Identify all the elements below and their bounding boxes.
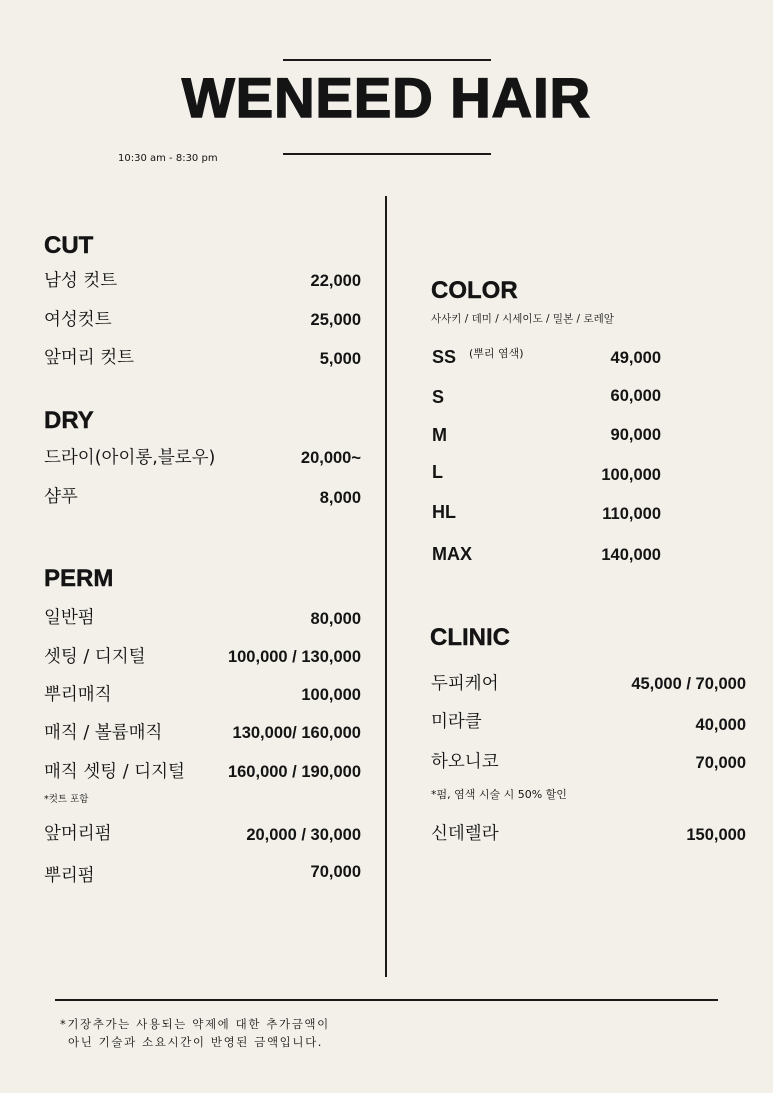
footer-rule	[55, 999, 718, 1001]
color-size-price: 90,000	[610, 426, 661, 444]
clinic-item-name: 미라클	[431, 712, 482, 732]
section-title-cut: CUT	[44, 232, 94, 259]
color-size-name: L	[432, 462, 443, 482]
clinic-discount-note: *펌, 염색 시술 시 50% 할인	[431, 788, 567, 801]
menu-item-name: 뿌리매직	[44, 685, 112, 705]
section-title-perm: PERM	[44, 565, 114, 592]
color-size-price: 110,000	[602, 505, 661, 523]
menu-item-price: 100,000	[301, 686, 361, 704]
perm-note: *컷트 포함	[44, 794, 89, 805]
footer-note-line-2: 아닌 기술과 소요시간이 반영된 금액입니다.	[68, 1035, 324, 1049]
color-size-price: 140,000	[601, 546, 661, 564]
menu-item-price: 22,000	[310, 272, 361, 290]
clinic-item-name: 하오니코	[431, 752, 499, 772]
color-size-price: 60,000	[610, 387, 661, 405]
color-size-name: HL	[432, 502, 456, 522]
menu-item-price: 160,000 / 190,000	[227, 763, 361, 781]
menu-item-price: 70,000	[310, 863, 361, 881]
color-size-name: S	[432, 387, 445, 407]
title-top-rule	[283, 59, 491, 61]
clinic-item-price: 150,000	[686, 826, 746, 844]
menu-item-price: 80,000	[310, 610, 361, 628]
color-size-name: SS	[432, 347, 457, 367]
business-hours: 10:30 am - 8:30 pm	[118, 153, 218, 164]
menu-item-price: 5,000	[319, 350, 361, 368]
clinic-item-price: 45,000 / 70,000	[631, 675, 746, 693]
color-size-price: 100,000	[601, 466, 661, 484]
clinic-item-name: 신데렐라	[431, 824, 499, 844]
menu-item-price: 20,000~	[300, 449, 361, 467]
color-brands: 사사키 / 데미 / 시세이도 / 밀본 / 로레알	[431, 313, 614, 325]
menu-item-name: 앞머리 컷트	[44, 348, 135, 368]
section-title-dry: DRY	[44, 407, 94, 434]
menu-item-price: 130,000/ 160,000	[232, 724, 361, 742]
menu-item-name: 남성 컷트	[44, 271, 118, 291]
footer-note-line-1: *기장추가는 사용되는 약제에 대한 추가금액이	[60, 1017, 330, 1031]
color-size-name: M	[432, 425, 447, 445]
clinic-item-price: 40,000	[695, 716, 746, 734]
menu-item-price: 100,000 / 130,000	[227, 648, 361, 666]
section-title-clinic: CLINIC	[430, 624, 510, 651]
menu-item-name: 드라이(아이롱,블로우)	[44, 448, 216, 468]
menu-item-name: 매직 / 볼륨매직	[44, 723, 163, 743]
color-size-price: 49,000	[610, 349, 661, 367]
menu-item-name: 앞머리펌	[44, 824, 112, 844]
menu-item-name: 뿌리펌	[44, 866, 95, 886]
salon-title: WENEED HAIR	[181, 66, 592, 129]
column-divider	[385, 196, 387, 977]
clinic-item-price: 70,000	[695, 754, 746, 772]
section-title-color: COLOR	[431, 277, 518, 304]
menu-item-price: 8,000	[319, 489, 361, 507]
menu-item-name: 일반펌	[44, 608, 95, 628]
title-bottom-rule	[283, 153, 491, 155]
menu-item-name: 매직 셋팅 / 디지털	[44, 762, 185, 782]
menu-item-price: 25,000	[310, 311, 361, 329]
menu-item-price: 20,000 / 30,000	[246, 826, 361, 844]
clinic-item-name: 두피케어	[431, 674, 499, 694]
menu-item-name: 셋팅 / 디지털	[44, 647, 146, 667]
menu-item-name: 샴푸	[44, 487, 78, 507]
color-size-name: MAX	[432, 544, 472, 564]
color-ss-note: (뿌리 염색)	[469, 347, 524, 360]
menu-item-name: 여성컷트	[44, 310, 112, 330]
